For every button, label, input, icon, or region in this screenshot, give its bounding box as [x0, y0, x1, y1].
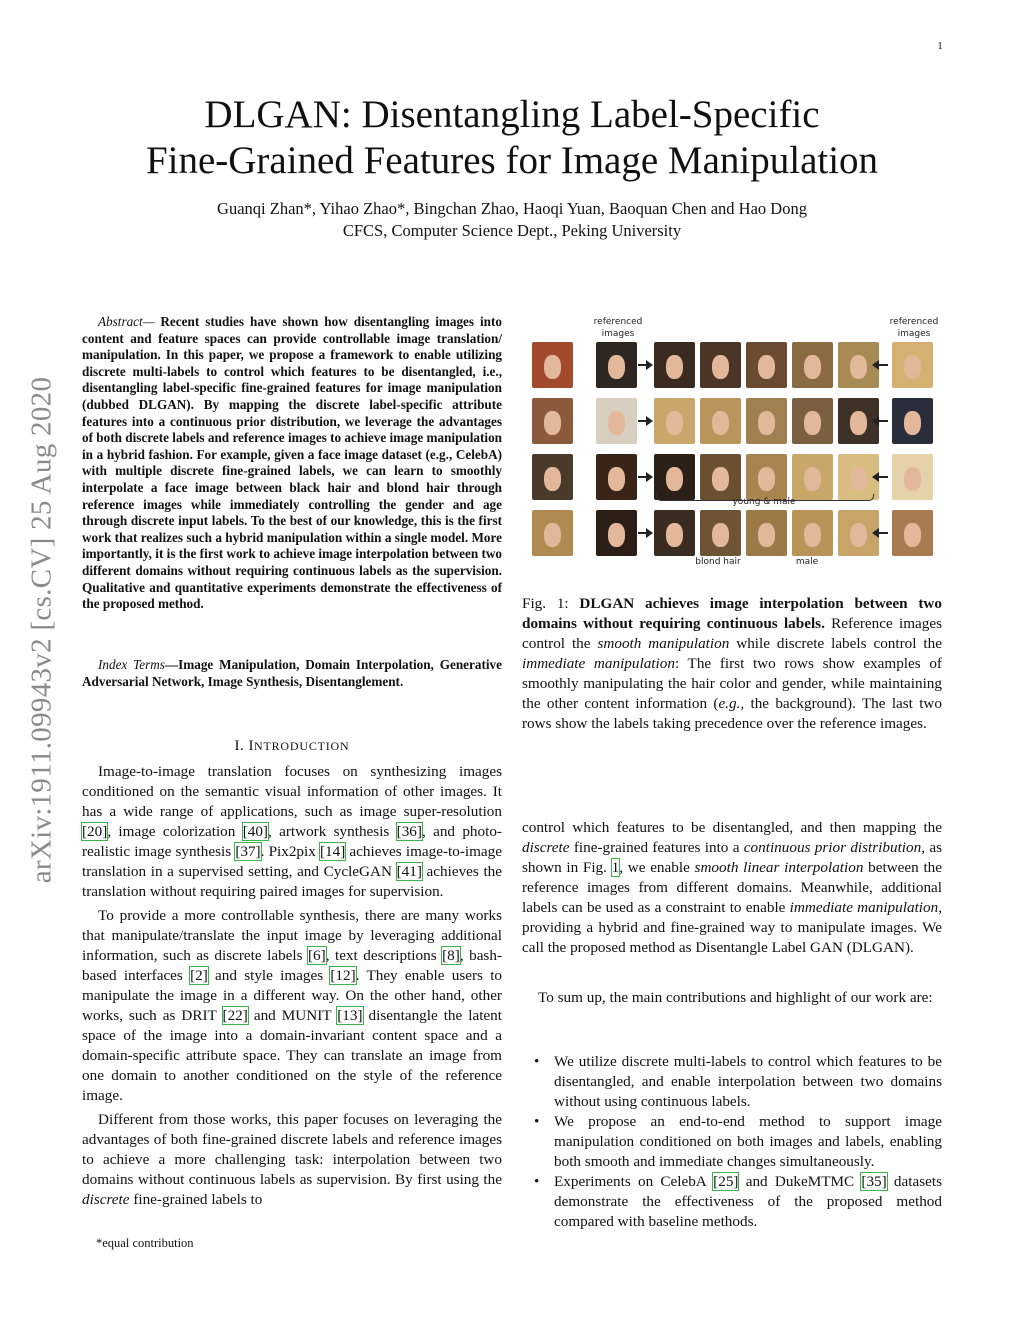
arrowhead-right: [646, 472, 653, 482]
intro-paragraph-3: Different from those works, this paper focuses on leveraging the advantages of both fine-grained discrete labels and reference images to achieve a more challenging task: interpolation between two domains without continuous labels as supervision. By first using the discrete fine-grained labels to: [82, 1111, 502, 1208]
citation-link[interactable]: [40]: [242, 823, 268, 840]
label-blond-hair: blond hair: [695, 557, 741, 567]
contribution-item-2: • We propose an end-to-end method to support image manipulation conditioned on both images and labels, enabling both smooth and immediate changes simultaneously.: [530, 1112, 942, 1172]
right-paragraph-2: To sum up, the main contributions and highlight of our work are:: [538, 989, 933, 1006]
label-referenced-images-left: referenced images: [593, 317, 643, 339]
label-male: male: [795, 557, 819, 567]
author-list: Guanqi Zhan*, Yihao Zhao*, Bingchan Zhao, Haoqi Yuan, Baoquan Chen and Hao Dong: [217, 199, 807, 218]
face-skin: [804, 411, 820, 435]
source-face-image: [532, 510, 573, 556]
abstract: [82, 314, 502, 613]
interpolated-face-image: [700, 398, 741, 444]
source-face-image: [532, 398, 573, 444]
interpolated-face-image: [792, 342, 833, 388]
citation-link[interactable]: [12]: [330, 967, 356, 984]
interpolated-face-image: [700, 510, 741, 556]
citation-link[interactable]: [22]: [222, 1007, 248, 1024]
title-line-2: Fine-Grained Features for Image Manipulation: [145, 139, 879, 182]
face-skin: [758, 467, 774, 491]
reference-face-image-left: [596, 454, 637, 500]
face-skin: [544, 523, 560, 547]
reference-face-image-left: [596, 510, 637, 556]
face-skin: [904, 523, 920, 547]
face-skin: [904, 467, 920, 491]
arrowhead-left: [872, 360, 879, 370]
figure-1-caption: Fig. 1: DLGAN achieves image interpolation between two domains without requiring continuous labels. Reference images control the smooth manipulation while discrete labels control the immediate manipulation: The first two rows show examples of smoothly manipulating the hair color and gender, while maintaining the other content information (e.g., the background). The last two rows show the labels taking precedence over the reference images.: [522, 595, 942, 732]
face-skin: [666, 467, 682, 491]
reference-face-image-left: [596, 398, 637, 444]
reference-face-image-left: [596, 342, 637, 388]
face-skin: [712, 355, 728, 379]
index-terms: [82, 657, 502, 690]
paper-title: [80, 92, 944, 184]
interpolated-face-image: [654, 510, 695, 556]
face-skin: [804, 523, 820, 547]
intro-paragraph-1: Image-to-image translation focuses on synthesizing images conditioned on the semantic visual information of other images. It has a wide range of applications, such as image super-resolution [20], image colorization [40], artwork synthesis [36], and photo-realistic image synthesis [37]. Pix2pix [14] achieves image-to-image translation in a supervised setting, and CycleGAN [41] achieves the translation without requiring paired images for supervision.: [82, 763, 503, 900]
face-skin: [758, 523, 774, 547]
face-skin: [904, 411, 920, 435]
face-skin: [804, 355, 820, 379]
face-skin: [904, 355, 920, 379]
face-skin: [758, 411, 774, 435]
face-skin: [758, 355, 774, 379]
title-line-1: DLGAN: Disentangling Label-Specific: [204, 93, 820, 136]
citation-link[interactable]: [37]: [235, 843, 261, 860]
index-terms-lead: Index Terms: [98, 657, 165, 672]
interpolated-face-image: [792, 398, 833, 444]
face-skin: [608, 355, 624, 379]
citation-link[interactable]: [25]: [713, 1173, 739, 1190]
citation-link[interactable]: [13]: [337, 1007, 363, 1024]
right-paragraph-1: control which features to be disentangled, and then mapping the discrete fine-grained features into a continuous prior distribution, as shown in Fig. 1, we enable smooth linear interpolation between the reference images from different domains. Meanwhile, additional labels can be used as a constraint to enable immediate manipulation, providing a hybrid and fine-grained way to manipulate images. We call the proposed method as Disentangle Label GAN (DLGAN).: [522, 819, 943, 956]
face-skin: [850, 411, 866, 435]
arrowhead-left: [872, 528, 879, 538]
reference-face-image-right: [892, 342, 933, 388]
arrow-left: [878, 532, 888, 534]
arrow-left: [878, 476, 888, 478]
contribution-item-1: • We utilize discrete multi-labels to control which features to be disentangled, and enable interpolation between two domains without using continuous labels.: [530, 1052, 942, 1112]
face-skin: [544, 355, 560, 379]
source-face-image: [532, 454, 573, 500]
citation-link[interactable]: [14]: [319, 843, 346, 860]
face-skin: [712, 411, 728, 435]
interpolated-face-image: [746, 398, 787, 444]
face-skin: [712, 467, 728, 491]
reference-face-image-right: [892, 398, 933, 444]
index-terms-body: —Image Manipulation, Domain Interpolation, Generative Adversarial Network, Image Synthesis, Disentanglement.: [82, 657, 502, 689]
footnote: *equal contribution: [96, 1236, 194, 1250]
contribution-item-3: • Experiments on CelebA [25] and DukeMTMC [35] datasets demonstrate the effectiveness of the proposed method compared with baseline methods.: [530, 1172, 942, 1232]
citation-link[interactable]: [36]: [396, 823, 422, 840]
face-skin: [712, 523, 728, 547]
interpolated-face-image: [654, 342, 695, 388]
arrowhead-left: [872, 416, 879, 426]
interpolated-face-image: [654, 398, 695, 444]
interpolated-face-image: [700, 342, 741, 388]
label-referenced-images-right: referenced images: [889, 317, 939, 339]
face-skin: [850, 467, 866, 491]
citation-link[interactable]: [8]: [442, 947, 460, 964]
abstract-lead: Abstract—: [98, 314, 155, 329]
face-skin: [804, 467, 820, 491]
citation-link[interactable]: [35]: [861, 1173, 887, 1190]
section-title-rest: NTRODUCTION: [254, 739, 350, 753]
affiliation: CFCS, Computer Science Dept., Peking University: [342, 221, 682, 240]
source-face-image: [532, 342, 573, 388]
face-skin: [608, 411, 624, 435]
arrowhead-left: [872, 472, 879, 482]
figure-1: [528, 314, 948, 574]
introduction-body: [82, 762, 502, 1214]
section-heading-introduction: [82, 736, 502, 756]
figure-link[interactable]: 1: [611, 859, 620, 876]
interpolated-face-image: [746, 342, 787, 388]
citation-link[interactable]: [41]: [396, 863, 422, 880]
citation-link[interactable]: [6]: [308, 947, 326, 964]
arxiv-watermark: arXiv:1911.09943v2 [cs.CV] 25 Aug 2020: [25, 376, 58, 884]
interpolated-face-image: [792, 510, 833, 556]
reference-face-image-right: [892, 510, 933, 556]
arrow-left: [878, 364, 888, 366]
intro-paragraph-2: To provide a more controllable synthesis, there are many works that manipulate/translate the input image by leveraging additional information, such as discrete labels [6], text descriptions [8], bash-based interfaces [2] and style images [12]. They enable users to manipulate the image in a different way. On the other hand, other works, such as DRIT [22] and MUNIT [13] disentangle the latent space of the image into a domain-invariant content space and a domain-specific attribute space. They can translate an image from one domain to another conditioned on the style of the reference image.: [82, 907, 503, 1104]
label-young-male: young & male: [732, 497, 796, 507]
face-skin: [544, 411, 560, 435]
face-skin: [544, 467, 560, 491]
arrowhead-right: [646, 360, 653, 370]
face-skin: [850, 523, 866, 547]
face-skin: [608, 523, 624, 547]
contribution-list: [530, 1052, 942, 1232]
arrowhead-right: [646, 528, 653, 538]
face-skin: [666, 411, 682, 435]
arrowhead-right: [646, 416, 653, 426]
face-skin: [608, 467, 624, 491]
abstract-body: Recent studies have shown how disentangling images into content and feature spaces can provide controllable image translation/ manipulation. In this paper, we propose a framework to enable utilizing discrete multi-labels to control which features to be disentangled, i.e., disentangling label-specific fine-grained features for image manipulation (dubbed DLGAN). By mapping the discrete label-specific attribute features into a continuous prior distribution, we leverage the advantages of both discrete labels and reference images to achieve image manipulation in a hybrid fashion. For example, given a face image dataset (e.g., CelebA) with multiple discrete fine-grained labels, we can learn to smoothly interpolate a face image between black hair and blond hair through reference images while immediately controlling the gender and age through discrete input labels. To the best of our knowledge, this is the first work that realizes such a hybrid manipulation within a single model. More importantly, it is the first work to achieve image interpolation between two different domains without requiring continuous labels as the supervision. Qualitative and quantitative experiments demonstrate the effectiveness of the proposed method.: [82, 314, 502, 612]
reference-face-image-right: [892, 454, 933, 500]
section-number: I.: [234, 738, 249, 754]
arrow-left: [878, 420, 888, 422]
face-skin: [850, 355, 866, 379]
citation-link[interactable]: [20]: [82, 823, 108, 840]
citation-link[interactable]: [2]: [190, 967, 208, 984]
page-number: 1: [937, 40, 943, 52]
interpolated-face-image: [746, 510, 787, 556]
face-skin: [666, 355, 682, 379]
section-title-first: I: [248, 738, 255, 754]
face-skin: [666, 523, 682, 547]
